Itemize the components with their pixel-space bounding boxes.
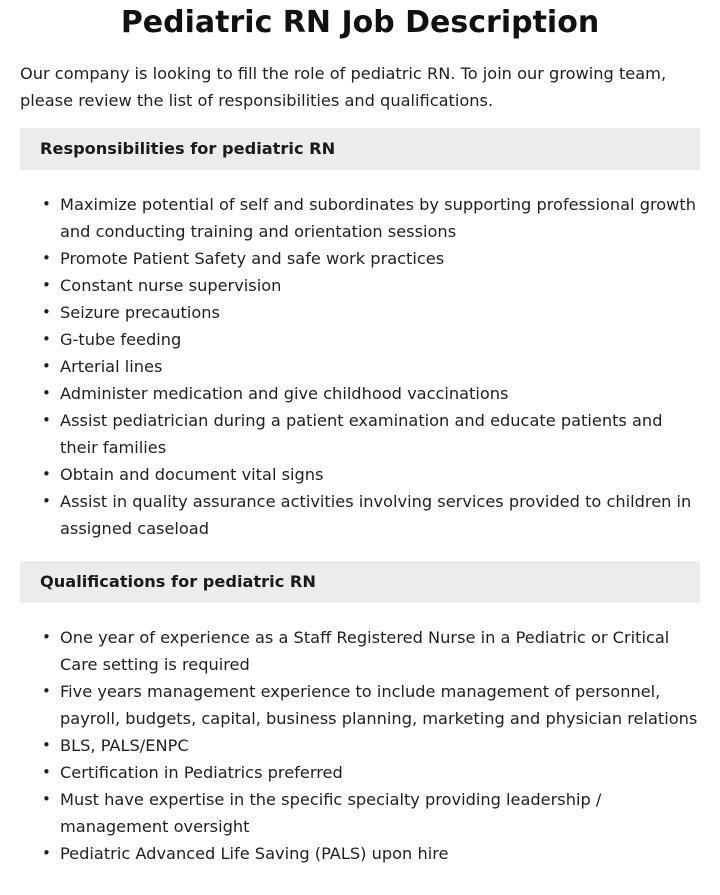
bullet-icon: • (42, 763, 51, 781)
list-item (42, 407, 700, 461)
bullet-icon: • (42, 736, 51, 754)
list-item (42, 353, 700, 380)
responsibilities-list (20, 191, 700, 542)
bullet-icon: • (42, 492, 51, 510)
list-item-text: Administer medication and give childhood vaccinations (60, 384, 509, 403)
bullet-icon: • (42, 195, 51, 213)
list-item-text: Obtain and document vital signs (60, 465, 324, 484)
list-item-text: One year of experience as a Staff Registered Nurse in a Pediatric or Critical Care setting is required (60, 628, 670, 674)
bullet-icon: • (42, 330, 51, 348)
list-item-text: Assist in quality assurance activities involving services provided to children in assigned caseload (60, 492, 692, 538)
bullet-icon: • (42, 844, 51, 862)
list-item (42, 624, 700, 678)
qualifications-heading: Qualifications for pediatric RN (20, 561, 700, 603)
list-item-text: Maximize potential of self and subordinates by supporting professional growth and conducting training and orientation sessions (60, 195, 697, 241)
list-item-text: Pediatric Advanced Life Saving (PALS) upon hire (60, 844, 449, 863)
list-item (42, 461, 700, 488)
list-item-text: Assist pediatrician during a patient examination and educate patients and their families (60, 411, 663, 457)
list-item-text: Promote Patient Safety and safe work practices (60, 249, 445, 268)
bullet-icon: • (42, 249, 51, 267)
bullet-icon: • (42, 465, 51, 483)
list-item (42, 840, 700, 867)
list-item (42, 678, 700, 732)
bullet-icon: • (42, 303, 51, 321)
qualifications-list (20, 624, 700, 867)
bullet-icon: • (42, 411, 51, 429)
list-item-text: Constant nurse supervision (60, 276, 282, 295)
list-item (42, 759, 700, 786)
bullet-icon: • (42, 276, 51, 294)
list-item (42, 786, 700, 840)
list-item-text: Certification in Pediatrics preferred (60, 763, 343, 782)
list-item (42, 299, 700, 326)
list-item-text: G-tube feeding (60, 330, 182, 349)
list-item-text: Five years management experience to include management of personnel, payroll, budgets, capital, business planning, marketing and physician relations (60, 682, 698, 728)
list-item-text: Must have expertise in the specific specialty providing leadership / management oversight (60, 790, 602, 836)
bullet-icon: • (42, 384, 51, 402)
list-item-text: Seizure precautions (60, 303, 220, 322)
list-item-text: BLS, PALS/ENPC (60, 736, 189, 755)
responsibilities-heading: Responsibilities for pediatric RN (20, 128, 700, 170)
page-title: Pediatric RN Job Description (120, 5, 600, 40)
bullet-icon: • (42, 357, 51, 375)
list-item (42, 326, 700, 353)
intro-paragraph: Our company is looking to fill the role of pediatric RN. To join our growing team, please review the list of responsibilities and qualifications. (20, 64, 667, 110)
list-item-text: Arterial lines (60, 357, 163, 376)
bullet-icon: • (42, 628, 51, 646)
bullet-icon: • (42, 682, 51, 700)
list-item (42, 245, 700, 272)
bullet-icon: • (42, 790, 51, 808)
list-item (42, 488, 700, 542)
list-item (42, 380, 700, 407)
list-item (42, 272, 700, 299)
list-item (42, 191, 700, 245)
list-item (42, 732, 700, 759)
